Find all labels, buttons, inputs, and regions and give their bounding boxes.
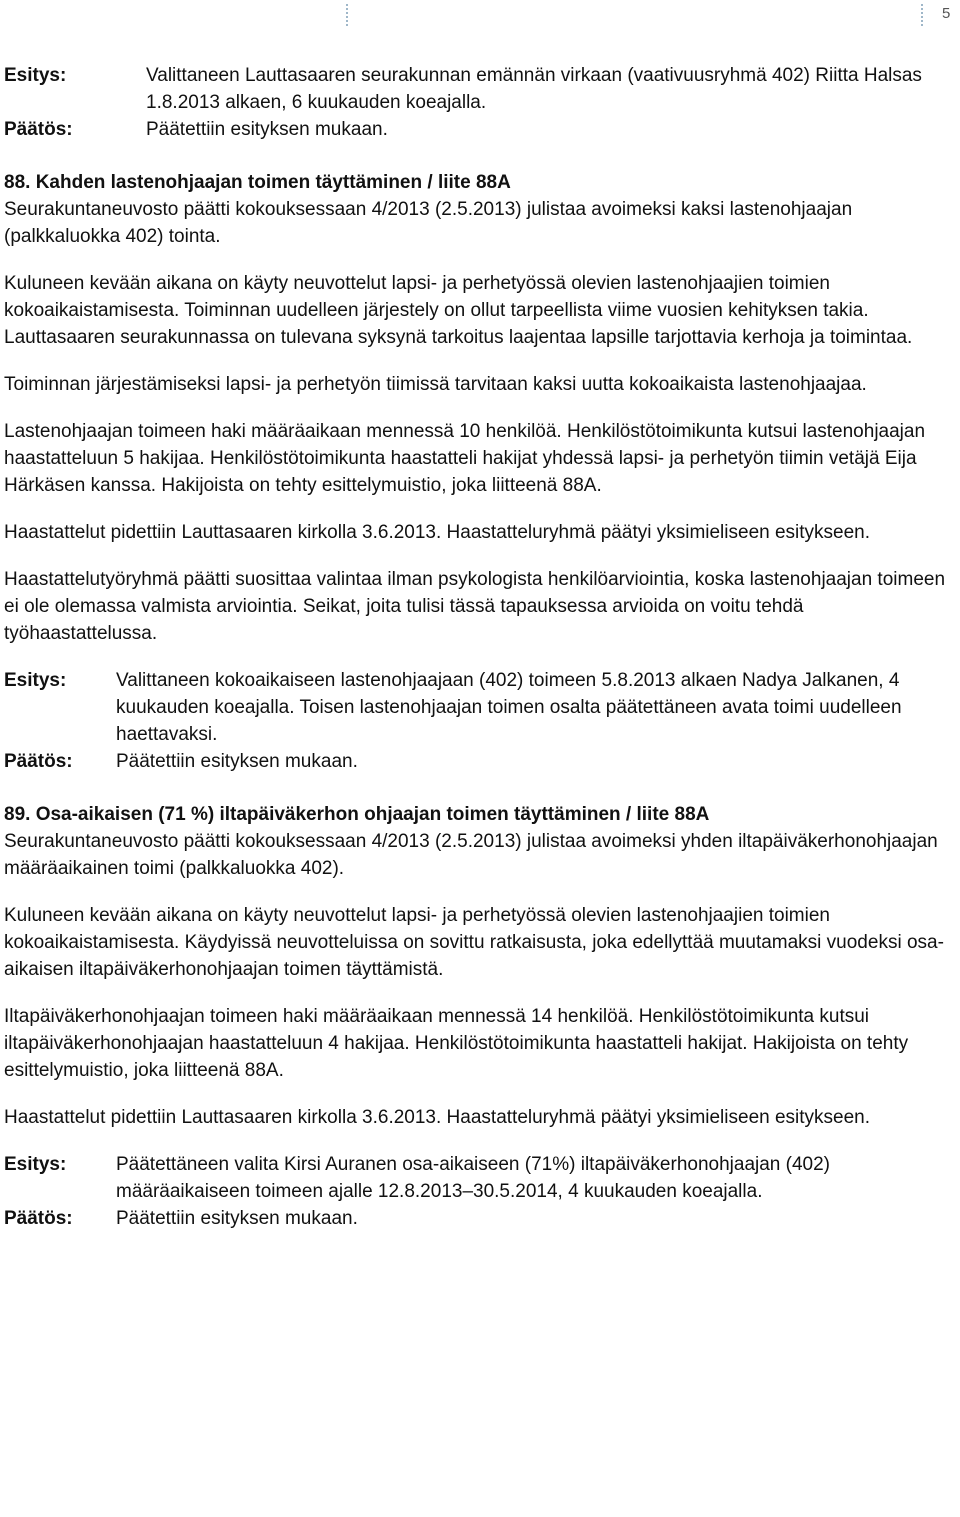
paatos-row bbox=[4, 748, 956, 775]
page-header bbox=[0, 0, 960, 40]
decision-block-88 bbox=[4, 667, 956, 775]
paatos-text: Päätettiin esityksen mukaan. bbox=[116, 751, 358, 772]
section-89 bbox=[4, 801, 956, 1232]
paatos-text: Päätettiin esityksen mukaan. bbox=[116, 1208, 358, 1229]
esitys-row bbox=[4, 1151, 956, 1205]
section-88-paragraph: Kuluneen kevään aikana on käyty neuvottelut lapsi- ja perhetyössä olevien lastenohjaajien toimien kokoaikaistamisesta. Toiminnan uudelleen järjestely on ollut tarpeellista viime vuosien kehityksen takia. Lauttasaaren seurakunnassa on tulevana syksynä tarkoitus laajentaa lapsille tarjottavia kerhoja ja toimintaa. bbox=[4, 273, 913, 348]
section-88-paragraph: Toiminnan järjestämiseksi lapsi- ja perhetyön tiimissä tarvitaan kaksi uutta kokoaikaista lastenohjaajaa. bbox=[4, 374, 867, 395]
section-89-intro: Seurakuntaneuvosto päätti kokouksessaan 4/2013 (2.5.2013) julistaa avoimeksi yhden iltapäiväkerhonohjaajan määräaikainen toimi (palkkaluokka 402). bbox=[4, 831, 938, 879]
esitys-text: Valittaneen kokoaikaiseen lastenohjaajaan (402) toimeen 5.8.2013 alkaen Nadya Jalkanen, 4 kuukauden koeajalla. Toisen lastenohjaajan toimen osalta päätettäneen avata toimi uudelleen haettavaksi. bbox=[116, 670, 902, 745]
esitys-row bbox=[4, 667, 956, 748]
decision-block-87 bbox=[4, 62, 956, 143]
dotted-rule-left bbox=[346, 4, 348, 26]
section-89-heading: 89. Osa-aikaisen (71 %) iltapäiväkerhon ohjaajan toimen täyttäminen / liite 88A bbox=[4, 804, 710, 825]
esitys-label: Esitys: bbox=[4, 65, 67, 86]
decision-block-89 bbox=[4, 1151, 956, 1232]
esitys-row bbox=[4, 62, 956, 116]
esitys-text: Valittaneen Lauttasaaren seurakunnan emännän virkaan (vaativuusryhmä 402) Riitta Halsas 1.8.2013 alkaen, 6 kuukauden koeajalla. bbox=[146, 65, 922, 113]
document-body bbox=[4, 62, 956, 1258]
esitys-text: Päätettäneen valita Kirsi Auranen osa-aikaiseen (71%) iltapäiväkerhonohjaajan (402) määräaikaiseen toimeen ajalle 12.8.2013–30.5.2014, 4 kuukauden koeajalla. bbox=[116, 1154, 831, 1202]
paatos-label: Päätös: bbox=[4, 751, 73, 772]
section-89-paragraph: Haastattelut pidettiin Lauttasaaren kirkolla 3.6.2013. Haastatteluryhmä päätyi yksimieliseen esitykseen. bbox=[4, 1107, 871, 1128]
esitys-label: Esitys: bbox=[4, 1154, 67, 1175]
section-89-paragraph: Kuluneen kevään aikana on käyty neuvottelut lapsi- ja perhetyössä olevien lastenohjaajien toimien kokoaikaistamisesta. Käydyissä neuvotteluissa on sovittu ratkaisusta, joka edellyttää muutamaksi vuodeksi osa-aikaisen iltapäiväkerhonohjaajan toimen täyttämistä. bbox=[4, 905, 944, 980]
page-number: 5 bbox=[942, 5, 951, 22]
section-88-heading: 88. Kahden lastenohjaajan toimen täyttäminen / liite 88A bbox=[4, 172, 511, 193]
section-88-paragraph: Haastattelutyöryhmä päätti suosittaa valintaa ilman psykologista henkilöarviointia, koska lastenohjaajan toimeen ei ole olemassa valmista arviointia. Seikat, joita tulisi tässä tapauksessa arvioida on voitu tehdä työhaastattelussa. bbox=[4, 569, 946, 644]
paatos-label: Päätös: bbox=[4, 119, 73, 140]
section-88-paragraph: Haastattelut pidettiin Lauttasaaren kirkolla 3.6.2013. Haastatteluryhmä päätyi yksimieliseen esitykseen. bbox=[4, 522, 871, 543]
paatos-text: Päätettiin esityksen mukaan. bbox=[146, 119, 388, 140]
section-88-paragraph: Lastenohjaajan toimeen haki määräaikaan mennessä 10 henkilöä. Henkilöstötoimikunta kutsui lastenohjaajan haastatteluun 5 hakijaa. Henkilöstötoimikunta haastatteli hakijat yhdessä lapsi- ja perhetyön tiimin vetäjä Eija Härkäsen kanssa. Hakijoista on tehty esittelymuistio, joka liitteenä 88A. bbox=[4, 421, 926, 496]
section-88 bbox=[4, 169, 956, 775]
paatos-row bbox=[4, 1205, 956, 1232]
paatos-label: Päätös: bbox=[4, 1208, 73, 1229]
dotted-rule-right bbox=[921, 4, 923, 26]
section-88-intro: Seurakuntaneuvosto päätti kokouksessaan 4/2013 (2.5.2013) julistaa avoimeksi kaksi lastenohjaajan (palkkaluokka 402) tointa. bbox=[4, 199, 853, 247]
section-89-paragraph: Iltapäiväkerhonohjaajan toimeen haki määräaikaan mennessä 14 henkilöä. Henkilöstötoimikunta kutsui iltapäiväkerhonohjaajan haastatteluun 4 hakijaa. Henkilöstötoimikunta haastatteli hakijat. Hakijoista on tehty esittelymuistio, joka liitteenä 88A. bbox=[4, 1006, 909, 1081]
esitys-label: Esitys: bbox=[4, 670, 67, 691]
paatos-row bbox=[4, 116, 956, 143]
